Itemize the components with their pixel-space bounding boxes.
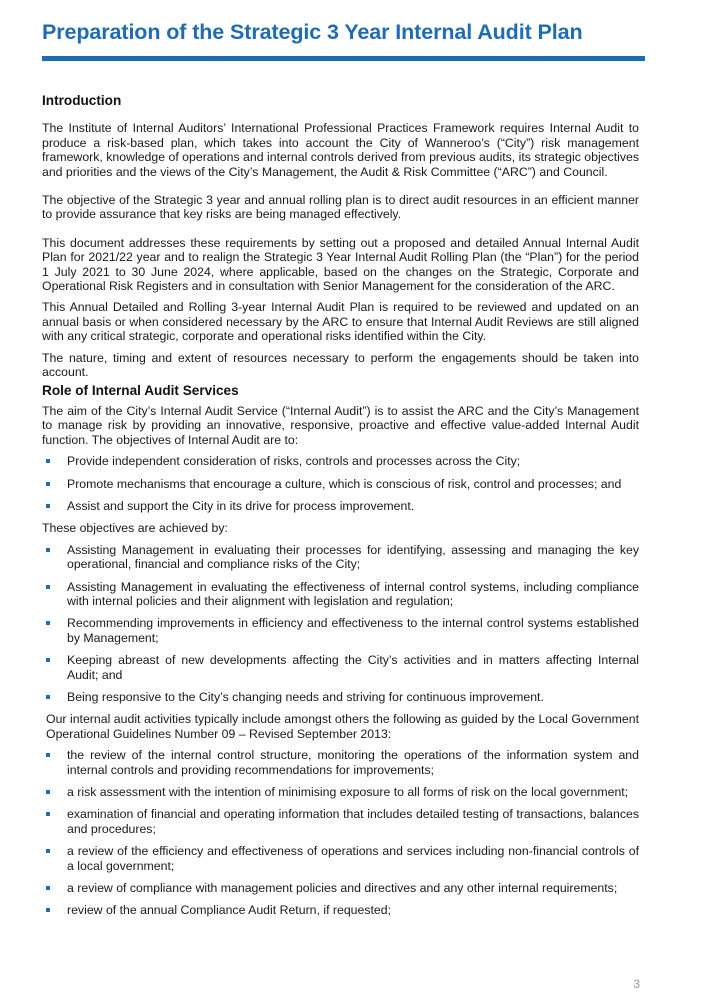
list-item: [42, 881, 639, 895]
page-title: Preparation of the Strategic 3 Year Internal Audit Plan: [42, 20, 583, 44]
bullet-icon: [46, 658, 50, 662]
list-item-text: a review of compliance with management policies and directives and any other internal requirements;: [67, 881, 618, 896]
bullet-icon: [46, 459, 50, 463]
role-heading: Role of Internal Audit Services: [42, 382, 239, 398]
activities-intro: Our internal audit activities typically include amongst others the following as guided by the Local Government Operational Guidelines Number 09 – Revised September 2013:: [46, 712, 639, 741]
bullet-icon: [46, 753, 50, 757]
document-body: [42, 94, 639, 926]
intro-paragraph: This Annual Detailed and Rolling 3-year Internal Audit Plan is required to be reviewed and updated on an annual basis or when considered necessary by the ARC to ensure that Internal Audit Reviews are still aligned with any critical strategic, corporate and operational risks identified within the City.: [42, 300, 639, 344]
list-item: [42, 477, 639, 491]
list-item-text: review of the annual Compliance Audit Return, if requested;: [67, 903, 392, 918]
bullet-icon: [46, 621, 50, 625]
bullet-icon: [46, 548, 50, 552]
activities-list: [42, 748, 639, 918]
list-item-text: Keeping abreast of new developments affecting the City’s activities and in matters affecting Internal Audit; and: [67, 653, 639, 682]
bullet-icon: [46, 790, 50, 794]
list-item-text: Assisting Management in evaluating their processes for identifying, assessing and managing the key operational, financial and compliance risks of the City;: [67, 542, 639, 572]
intro-paragraph: The Institute of Internal Auditors’ International Professional Practices Framework requires Internal Audit to produce a risk-based plan, which takes into account the City of Wanneroo’s (“City”) risk management framework, knowledge of operations and internal controls derived from previous audits, its strategic objectives and priorities and the views of the City’s Management, the Audit & Risk Committee (“ARC”) and Council.: [42, 121, 639, 179]
page-number: 3: [633, 977, 640, 991]
bullet-icon: [46, 908, 50, 912]
bullet-icon: [46, 849, 50, 853]
list-item-text: the review of the internal control structure, monitoring the operations of the information system and internal controls and providing recommendations for improvements;: [67, 748, 639, 777]
achieved-list: [42, 543, 639, 705]
bullet-icon: [46, 695, 50, 699]
list-item: [42, 690, 639, 704]
list-item-text: Assist and support the City in its drive for process improvement.: [67, 498, 415, 513]
list-item: [42, 454, 639, 468]
list-item: [42, 807, 639, 836]
list-item: [42, 616, 639, 645]
intro-paragraph: The nature, timing and extent of resources necessary to perform the engagements should be taken into account.: [42, 350, 639, 380]
list-item: [42, 499, 639, 513]
list-item-text: Recommending improvements in efficiency and effectiveness to the internal control systems established by Management;: [67, 616, 639, 645]
list-item: [42, 543, 639, 572]
bullet-icon: [46, 812, 50, 816]
introduction-heading: Introduction: [42, 93, 122, 108]
role-intro-paragraph: The aim of the City’s Internal Audit Service (“Internal Audit”) is to assist the ARC and the City’s Management to manage risk by providing an innovative, responsive, proactive and effective value-added Internal Audit function. The objectives of Internal Audit are to:: [42, 403, 639, 447]
achieved-intro: These objectives are achieved by:: [42, 521, 228, 536]
title-underline: [42, 56, 645, 61]
bullet-icon: [46, 585, 50, 589]
intro-paragraph: The objective of the Strategic 3 year and annual rolling plan is to direct audit resources in an efficient manner to provide assurance that key risks are being managed effectively.: [42, 193, 639, 222]
list-item: [42, 653, 639, 682]
list-item-text: Assisting Management in evaluating the effectiveness of internal control systems, including compliance with internal policies and their alignment with legislation and regulation;: [67, 579, 639, 608]
list-item: [42, 785, 639, 799]
list-item: [42, 748, 639, 777]
list-item-text: Being responsive to the City’s changing needs and striving for continuous improvement.: [67, 690, 544, 704]
list-item-text: Provide independent consideration of risks, controls and processes across the City;: [67, 454, 521, 469]
list-item-text: examination of financial and operating information that includes detailed testing of transactions, balances and procedures;: [67, 807, 639, 836]
bullet-icon: [46, 886, 50, 890]
list-item-text: a risk assessment with the intention of minimising exposure to all forms of risk on the local government;: [67, 785, 629, 800]
list-item-text: Promote mechanisms that encourage a culture, which is conscious of risk, control and processes; and: [67, 476, 622, 491]
bullet-icon: [46, 482, 50, 486]
bullet-icon: [46, 504, 50, 508]
list-item: [42, 903, 639, 917]
list-item-text: a review of the efficiency and effectiveness of operations and services including non-financial controls of a local government;: [67, 844, 639, 873]
list-item: [42, 580, 639, 609]
list-item: [42, 844, 639, 873]
objectives-list: [42, 454, 639, 513]
intro-paragraph: This document addresses these requirements by setting out a proposed and detailed Annual Internal Audit Plan for 2021/22 year and to realign the Strategic 3 Year Internal Audit Rolling Plan (the “Plan”) for the period 1 July 2021 to 30 June 2024, where applicable, based on the changes on the Strategic, Corporate and Operational Risk Registers and in consultation with Senior Management for the consideration of the ARC.: [42, 235, 639, 294]
